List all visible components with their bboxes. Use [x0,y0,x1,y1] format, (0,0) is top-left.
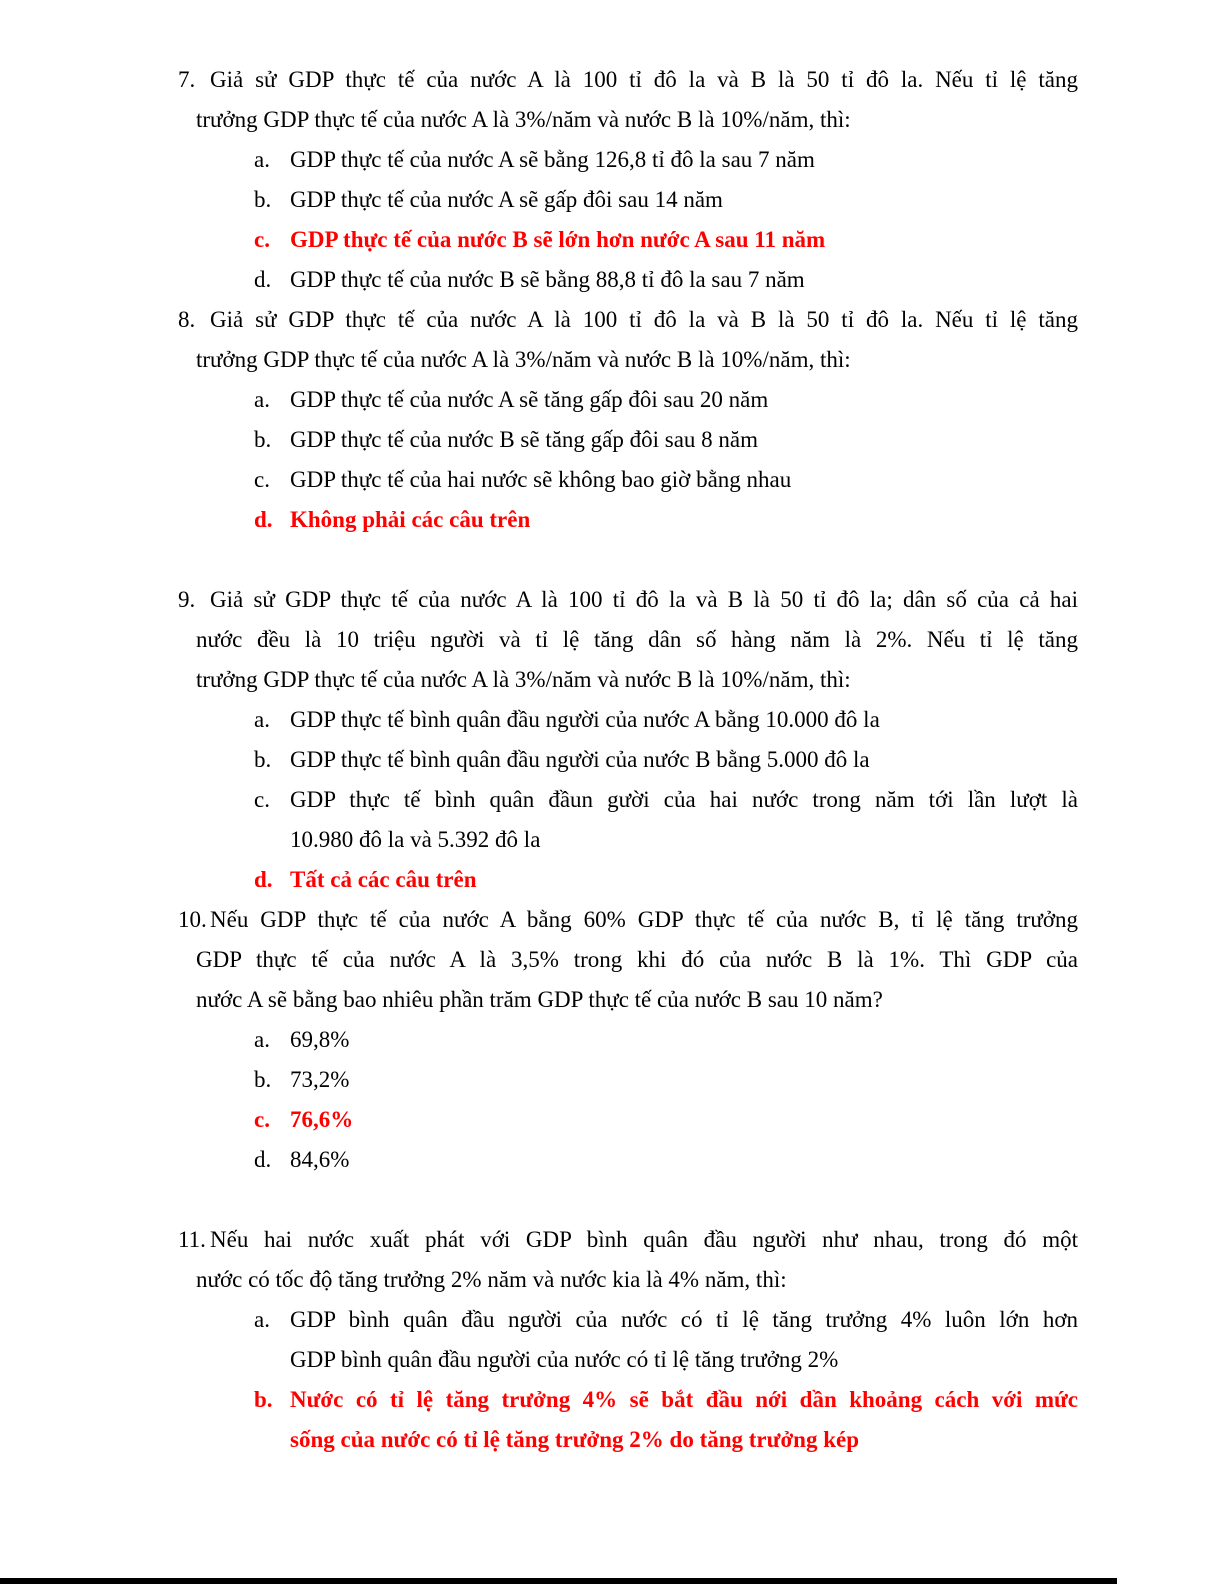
option-text: GDP bình quân đầu người của nước có tỉ lệ tăng trưởng 4% luôn lớn hơn [290,1307,1078,1332]
option-text: GDP thực tế của nước B sẽ lớn hơn nước A sau 11 năm [290,227,826,252]
option-text: GDP thực tế của nước A sẽ tăng gấp đôi sau 20 năm [290,387,769,412]
option-label: a. [254,147,270,172]
option-label: a. [254,387,270,412]
option-label: d. [254,867,273,892]
question-stem-text: Nếu hai nước xuất phát với GDP bình quân đầu người như nhau, trong đó một [210,1227,1078,1252]
question-stem-line: trưởng GDP thực tế của nước A là 3%/năm và nước B là 10%/năm, thì: [196,347,851,372]
question-item [178,900,1078,1180]
option-label: b. [254,427,272,452]
question-stem-line: GDP thực tế của nước A là 3,5% trong khi đó của nước B là 1%. Thì GDP của [196,947,1078,972]
correct-answer-option [178,500,1078,540]
option-text: GDP thực tế bình quân đầu người của nước A bằng 10.000 đô la [290,707,880,732]
answer-option [178,1300,1078,1340]
option-label: a. [254,1307,270,1332]
option-text: GDP thực tế của nước A sẽ gấp đôi sau 14 năm [290,187,723,212]
question-item [178,300,1078,540]
answer-option [178,140,1078,180]
answer-option [178,380,1078,420]
correct-answer-option [178,860,1078,900]
question-number: 10. [178,907,207,932]
option-label: b. [254,187,272,212]
page-break-bar [0,1578,1117,1584]
question-stem-text: Nếu GDP thực tế của nước A bằng 60% GDP thực tế của nước B, tỉ lệ tăng trưởng [210,907,1078,932]
question-stem-text: Giả sử GDP thực tế của nước A là 100 tỉ đô la và B là 50 tỉ đô la; dân số của cả hai [210,587,1078,612]
question-stem-text: Giả sử GDP thực tế của nước A là 100 tỉ đô la và B là 50 tỉ đô la. Nếu tỉ lệ tăng [210,307,1078,332]
option-text: GDP thực tế của nước B sẽ bằng 88,8 tỉ đô la sau 7 năm [290,267,805,292]
option-label: b. [254,747,272,772]
question-stem-line [178,900,1078,940]
question-stem-line: nước A sẽ bằng bao nhiêu phần trăm GDP thực tế của nước B sau 10 năm? [196,987,883,1012]
option-text: 76,6% [290,1107,354,1132]
question-stem-line: nước đều là 10 triệu người và tỉ lệ tăng dân số hàng năm là 2%. Nếu tỉ lệ tăng [196,627,1078,652]
answer-option [178,180,1078,220]
option-label: c. [254,787,270,812]
option-text: 84,6% [290,1147,350,1172]
question-number: 9. [178,587,196,612]
correct-answer-option [178,1100,1078,1140]
question-number: 8. [178,307,196,332]
option-label: b. [254,1067,272,1092]
question-number: 11. [178,1227,206,1252]
correct-answer-option [178,220,1078,260]
answer-option [178,700,1078,740]
option-label: d. [254,267,272,292]
answer-option [178,780,1078,820]
answer-option: GDP bình quân đầu người của nước có tỉ lệ tăng trưởng 2% [290,1347,839,1372]
answer-option [178,1140,1078,1180]
option-label: c. [254,467,270,492]
question-stem-line [178,60,1078,100]
question-item [178,60,1078,300]
question-stem-line [178,1220,1078,1260]
question-number: 7. [178,67,196,92]
option-text: Nước có tỉ lệ tăng trưởng 4% sẽ bắt đầu nới dần khoảng cách với mức [290,1387,1078,1412]
answer-option [178,740,1078,780]
question-stem-line [178,580,1078,620]
answer-option [178,460,1078,500]
answer-option [178,420,1078,460]
answer-option: 10.980 đô la và 5.392 đô la [290,827,541,852]
option-text: GDP thực tế của nước A sẽ bằng 126,8 tỉ đô la sau 7 năm [290,147,815,172]
question-list [178,60,1078,1460]
option-text: 69,8% [290,1027,350,1052]
answer-option [178,260,1078,300]
answer-option [178,1060,1078,1100]
question-stem-line: trưởng GDP thực tế của nước A là 3%/năm và nước B là 10%/năm, thì: [196,667,851,692]
question-stem-line [178,300,1078,340]
correct-answer-option [178,1380,1078,1420]
option-label: a. [254,707,270,732]
question-stem-line: trưởng GDP thực tế của nước A là 3%/năm và nước B là 10%/năm, thì: [196,107,851,132]
option-text: Không phải các câu trên [290,507,531,532]
option-label: b. [254,1387,273,1412]
option-label: c. [254,227,270,252]
option-label: d. [254,507,273,532]
correct-answer-option: sống của nước có tỉ lệ tăng trưởng 2% do tăng trưởng kép [290,1427,860,1452]
option-label: c. [254,1107,270,1132]
option-text: 73,2% [290,1067,350,1092]
option-text: Tất cả các câu trên [290,867,477,892]
option-text: GDP thực tế của nước B sẽ tăng gấp đôi sau 8 năm [290,427,759,452]
question-stem-line: nước có tốc độ tăng trưởng 2% năm và nước kia là 4% năm, thì: [196,1267,787,1292]
question-item [178,1220,1078,1460]
option-text: GDP thực tế bình quân đầun gười của hai nước trong năm tới lần lượt là [290,787,1078,812]
option-text: GDP thực tế bình quân đầu người của nước B bằng 5.000 đô la [290,747,870,772]
question-stem-text: Giả sử GDP thực tế của nước A là 100 tỉ đô la và B là 50 tỉ đô la. Nếu tỉ lệ tăng [210,67,1078,92]
option-text: GDP thực tế của hai nước sẽ không bao giờ bằng nhau [290,467,792,492]
option-label: a. [254,1027,270,1052]
option-label: d. [254,1147,272,1172]
answer-option [178,1020,1078,1060]
question-item [178,580,1078,900]
